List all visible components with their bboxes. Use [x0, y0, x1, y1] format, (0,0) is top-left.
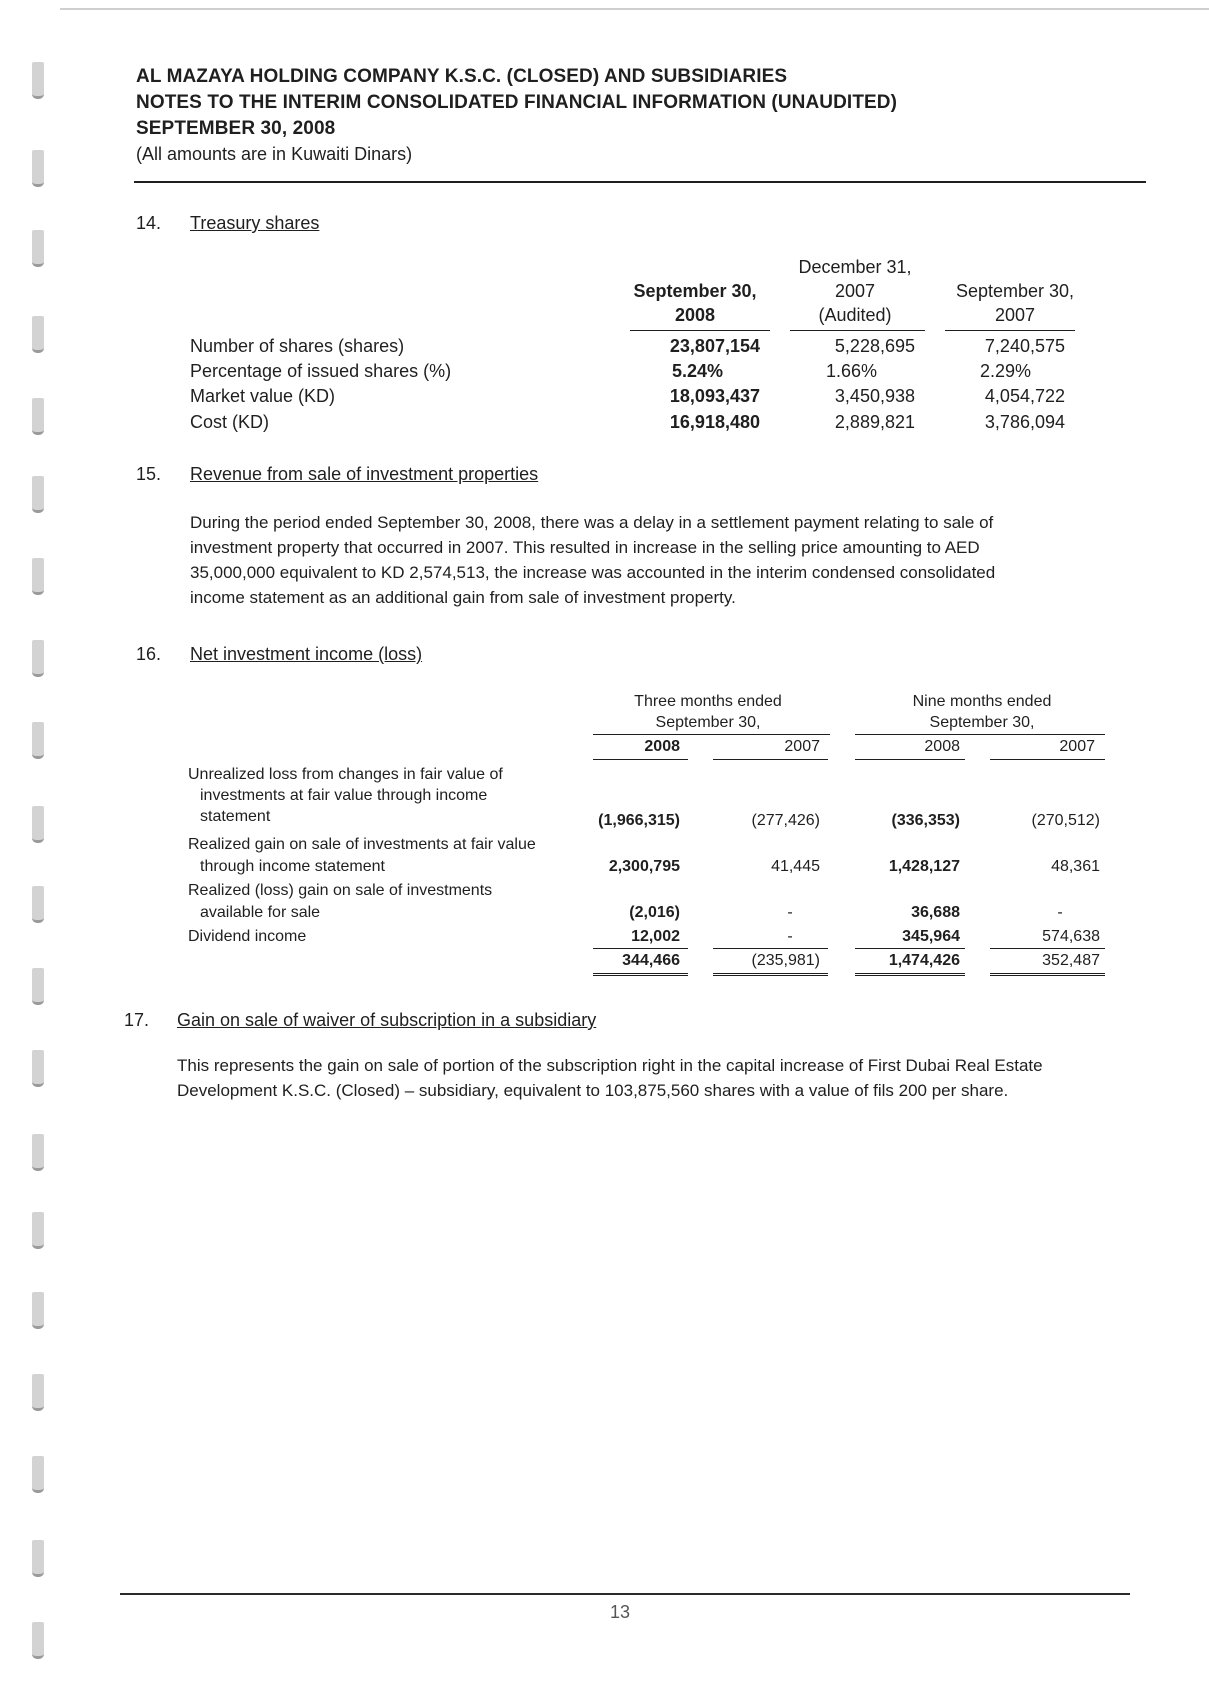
footer-divider: [120, 1593, 1130, 1595]
top-edge-line: [60, 8, 1209, 10]
binder-hole: [32, 1374, 44, 1411]
row-label-line: investments at fair value through income: [200, 787, 488, 804]
year-rule: [990, 759, 1105, 760]
note-14-number: 14.: [136, 213, 162, 233]
total-double-rule: [990, 973, 1105, 976]
cell-value: (270,512): [1031, 812, 1100, 829]
cell-value: -: [1057, 904, 1063, 921]
row-label-line: Unrealized loss from changes in fair value of: [188, 766, 503, 783]
col1-header-line2: September 30,: [633, 281, 757, 301]
note-15-paragraph: During the period ended September 30, 2008, there was a delay in a settlement payment relating to sale of investment property that occurred in 2007. This resulted in increase in the selling price amounting to AED 35,000,000 equivalent to KD 2,574,513, the increase was accounted in the interim condensed consolidated income statement as an additional gain from sale of investment property.: [190, 513, 996, 607]
note-16-title: Net investment income (loss): [190, 644, 423, 664]
cell-value: 345,964: [902, 928, 960, 945]
cell-value: 1.66%: [826, 361, 878, 381]
cell-value: -: [787, 904, 793, 921]
year-header: 2007: [784, 738, 820, 755]
col3-header-rule: [945, 330, 1075, 331]
cell-value: 4,054,722: [984, 386, 1065, 406]
group-rule: [593, 734, 830, 735]
col2-header-rule: [790, 330, 925, 331]
total-value: 1,474,426: [888, 952, 960, 969]
note-17-paragraph: This represents the gain on sale of portion of the subscription right in the capital increase of First Dubai Real Estate Development K.S.C. (Closed) – subsidiary, equivalent to 103,875,560 shares with a value of fils 200 per share.: [177, 1056, 1043, 1100]
binder-hole: [32, 1540, 44, 1577]
cell-value: 36,688: [911, 904, 960, 921]
year-header: 2007: [1059, 738, 1095, 755]
cell-value: 5.24%: [672, 361, 724, 381]
row-label: Number of shares (shares): [190, 336, 405, 356]
cell-value: 5,228,695: [834, 336, 915, 356]
cell-value: 1,428,127: [888, 858, 960, 875]
binder-hole: [32, 886, 44, 923]
total-value: 352,487: [1042, 952, 1100, 969]
year-header: 2008: [644, 738, 680, 755]
company-name: AL MAZAYA HOLDING COMPANY K.S.C. (CLOSED) AND SUBSIDIARIES: [136, 66, 788, 87]
group-rule: [855, 734, 1105, 735]
row-label: Cost (KD): [190, 412, 270, 432]
col3-header-line2: September 30,: [955, 281, 1075, 301]
binder-hole: [32, 62, 44, 99]
col2-header-line3: (Audited): [818, 305, 892, 325]
group-header-line1: Three months ended: [634, 693, 782, 710]
page-number: 13: [609, 1602, 631, 1622]
total-rule: [593, 948, 688, 949]
cell-value: (336,353): [891, 812, 960, 829]
note-14-title: Treasury shares: [190, 213, 320, 233]
col2-header-line2: 2007: [834, 281, 876, 301]
group-header-line2: September 30,: [655, 714, 761, 731]
total-value: 344,466: [622, 952, 680, 969]
binder-hole: [32, 1134, 44, 1171]
cell-value: 3,786,094: [984, 412, 1065, 432]
col1-header-line3: 2008: [674, 305, 716, 325]
binder-hole: [32, 1622, 44, 1659]
row-label: Market value (KD): [190, 386, 336, 406]
document-header: [136, 64, 1146, 166]
binder-hole: [32, 316, 44, 353]
total-value: (235,981): [751, 952, 820, 969]
note-17-number: 17.: [124, 1010, 150, 1030]
binder-hole: [32, 230, 44, 267]
cell-value: (277,426): [751, 812, 820, 829]
cell-value: 41,445: [771, 858, 820, 875]
binder-edge: [0, 0, 60, 1699]
binder-hole: [32, 640, 44, 677]
report-date: SEPTEMBER 30, 2008: [136, 118, 336, 139]
note-15-title: Revenue from sale of investment properties: [190, 464, 539, 484]
cell-value: 574,638: [1042, 928, 1100, 945]
binder-hole: [32, 722, 44, 759]
year-header: 2008: [924, 738, 960, 755]
binder-hole: [32, 558, 44, 595]
group-header-line1: Nine months ended: [912, 693, 1052, 710]
note-15-number: 15.: [136, 464, 162, 484]
row-label-line: statement: [200, 808, 271, 825]
cell-value: 23,807,154: [669, 336, 760, 356]
col2-header-line1: December 31,: [798, 257, 912, 277]
cell-value: (1,966,315): [598, 812, 680, 829]
cell-value: 2,300,795: [608, 858, 680, 875]
group-header-line2: September 30,: [929, 714, 1035, 731]
cell-value: (2,016): [629, 904, 680, 921]
cell-value: 48,361: [1051, 858, 1100, 875]
cell-value: 18,093,437: [669, 386, 760, 406]
row-label: Percentage of issued shares (%): [190, 361, 452, 381]
cell-value: -: [787, 928, 793, 945]
year-rule: [855, 759, 965, 760]
total-double-rule: [855, 973, 965, 976]
year-rule: [713, 759, 828, 760]
total-double-rule: [713, 973, 828, 976]
binder-hole: [32, 1050, 44, 1087]
cell-value: 2,889,821: [834, 412, 915, 432]
total-rule: [855, 948, 965, 949]
cell-value: 7,240,575: [984, 336, 1065, 356]
binder-hole: [32, 398, 44, 435]
note-16-number: 16.: [136, 644, 162, 664]
binder-hole: [32, 1292, 44, 1329]
total-rule: [990, 948, 1105, 949]
cell-value: 2.29%: [980, 361, 1032, 381]
header-divider: [134, 181, 1146, 183]
cell-value: 16,918,480: [669, 412, 760, 432]
total-double-rule: [593, 973, 688, 976]
row-label-line: Dividend income: [188, 928, 307, 945]
row-label-line: available for sale: [200, 904, 321, 921]
binder-hole: [32, 150, 44, 187]
total-rule: [713, 948, 828, 949]
year-rule: [593, 759, 688, 760]
binder-hole: [32, 1456, 44, 1493]
col3-header-line3: 2007: [994, 305, 1036, 325]
binder-hole: [32, 806, 44, 843]
currency-note: (All amounts are in Kuwaiti Dinars): [136, 144, 413, 164]
cell-value: 3,450,938: [834, 386, 915, 406]
row-label-line: Realized gain on sale of investments at fair value: [188, 836, 536, 853]
row-label-line: through income statement: [200, 858, 385, 875]
binder-hole: [32, 968, 44, 1005]
document-title: NOTES TO THE INTERIM CONSOLIDATED FINANCIAL INFORMATION (UNAUDITED): [136, 92, 898, 113]
binder-hole: [32, 476, 44, 513]
cell-value: 12,002: [631, 928, 680, 945]
binder-hole: [32, 1212, 44, 1249]
note-17-title: Gain on sale of waiver of subscription in a subsidiary: [177, 1010, 597, 1030]
row-label-line: Realized (loss) gain on sale of investments: [188, 882, 493, 899]
col1-header-rule: [630, 330, 770, 331]
